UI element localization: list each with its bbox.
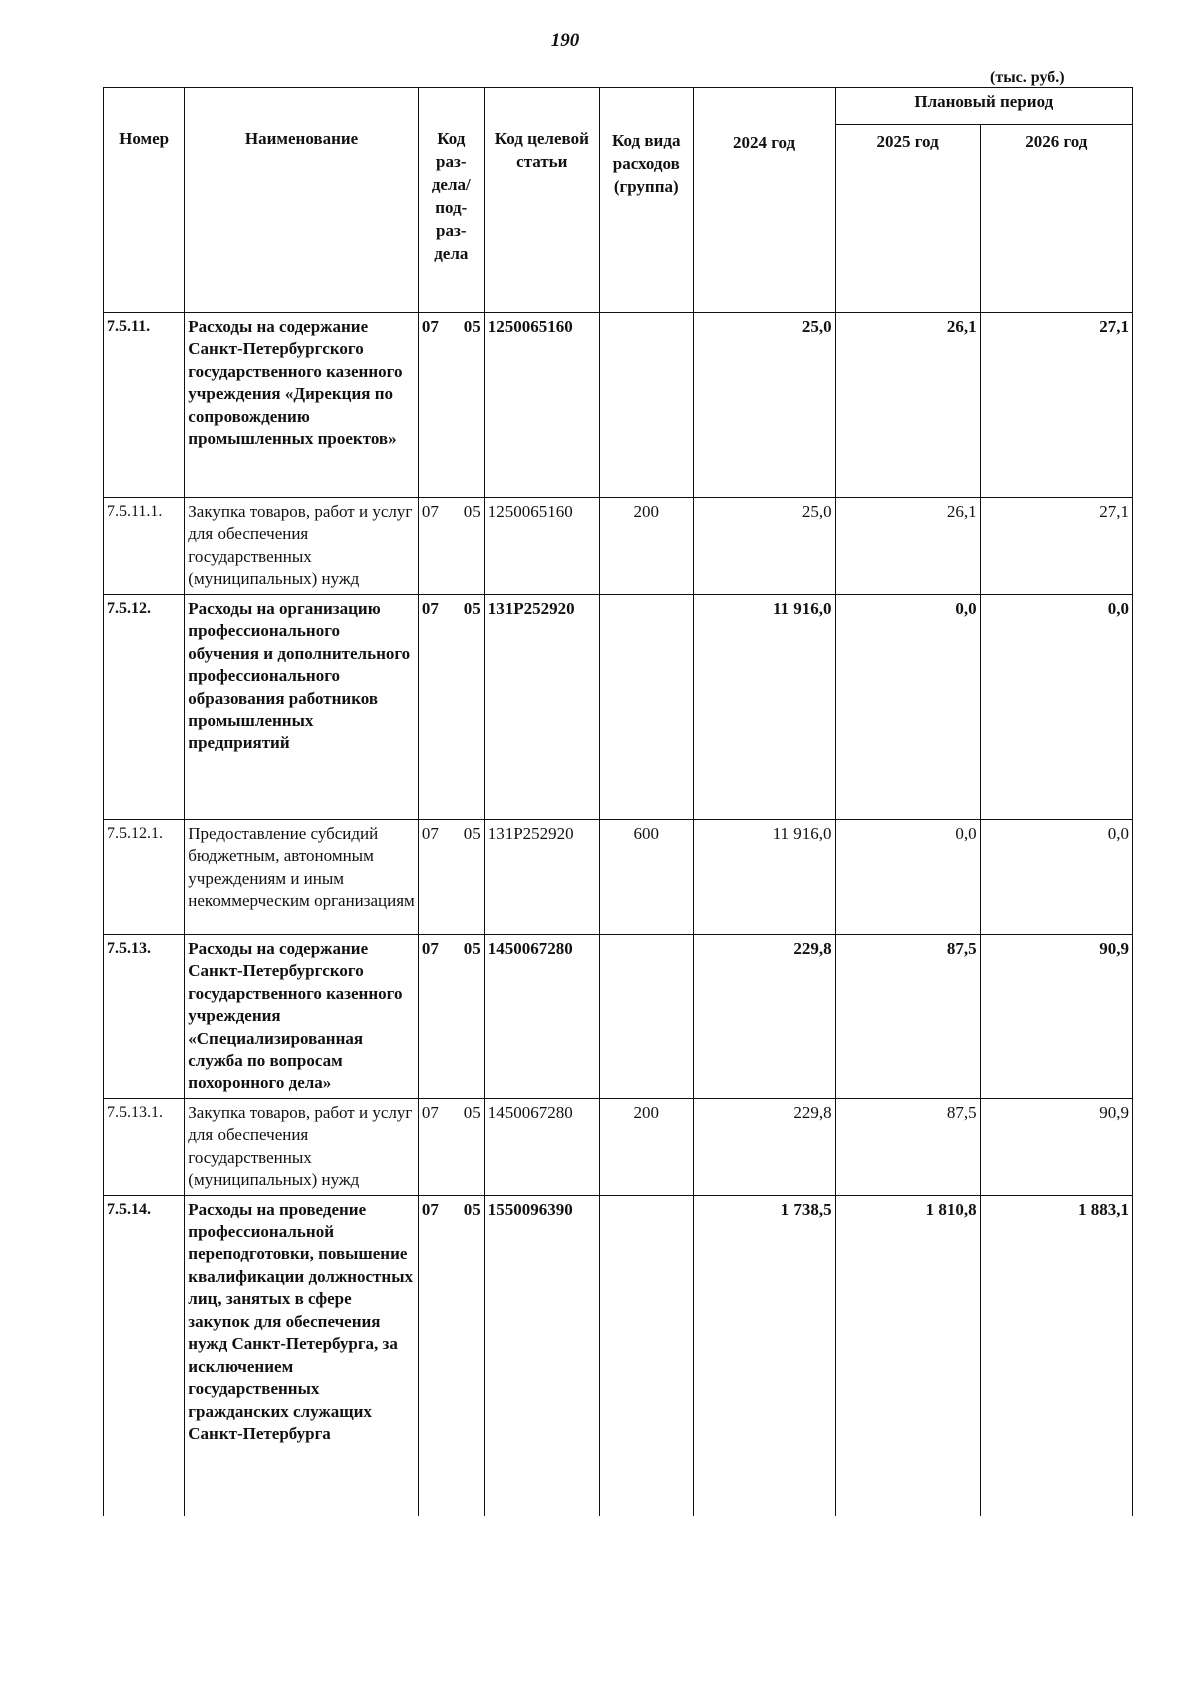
row-target-code: 1250065160 (484, 313, 599, 498)
row-amount-2024: 11 916,0 (693, 819, 835, 934)
row-amount-2024: 25,0 (693, 313, 835, 498)
header-section-code: Код раз-дела/под-раз-дела (418, 88, 484, 313)
row-section-code (418, 594, 484, 819)
row-name: Расходы на содержание Санкт-Петербургского государственного казенного учреждения «Специализированная служба по вопросам похоронного дела» (185, 934, 419, 1098)
row-amount-2024: 25,0 (693, 498, 835, 595)
row-number: 7.5.12. (104, 594, 185, 819)
section-code: 07 (421, 823, 439, 843)
row-amount-2025: 0,0 (835, 819, 980, 934)
row-amount-2026: 1 883,1 (980, 1195, 1132, 1516)
row-amount-2025: 26,1 (835, 313, 980, 498)
table-body (104, 313, 1133, 1516)
row-name: Расходы на проведение профессиональной переподготовки, повышение квалификации должностных лиц, занятых в сфере закупок для обеспечения нужд Санкт-Петербурга, за исключением государственных гражданских служащих Санкт-Петербурга (185, 1195, 419, 1516)
row-section-code (418, 819, 484, 934)
row-amount-2026: 90,9 (980, 934, 1132, 1098)
row-section-code (418, 498, 484, 595)
row-target-code: 1450067280 (484, 1098, 599, 1195)
row-expense-type (599, 313, 693, 498)
row-amount-2025: 26,1 (835, 498, 980, 595)
row-amount-2025: 87,5 (835, 934, 980, 1098)
row-amount-2024: 229,8 (693, 934, 835, 1098)
row-amount-2026: 0,0 (980, 594, 1132, 819)
budget-table (103, 87, 1133, 1516)
subsection-code: 05 (463, 317, 481, 336)
header-year-2025: 2025 год (835, 125, 980, 313)
subsection-code: 05 (463, 1199, 481, 1219)
row-expense-type: 600 (599, 819, 693, 934)
row-section-code (418, 1195, 484, 1516)
table-row (104, 313, 1133, 498)
section-code: 07 (421, 598, 439, 618)
table-row (104, 498, 1133, 595)
row-amount-2026: 90,9 (980, 1098, 1132, 1195)
row-number: 7.5.12.1. (104, 819, 185, 934)
table-row (104, 594, 1133, 819)
row-amount-2025: 87,5 (835, 1098, 980, 1195)
subsection-code: 05 (463, 938, 481, 958)
row-name: Предоставление субсидий бюджетным, автономным учреждениям и иным некоммерческим организациям (185, 819, 419, 934)
row-target-code: 1250065160 (484, 498, 599, 595)
header-expense-type-code: Код вида расходов (группа) (599, 88, 693, 313)
table-row (104, 819, 1133, 934)
row-amount-2026: 0,0 (980, 819, 1132, 934)
table-row (104, 1195, 1133, 1516)
row-name: Закупка товаров, работ и услуг для обеспечения государственных (муниципальных) нужд (185, 498, 419, 595)
row-amount-2024: 229,8 (693, 1098, 835, 1195)
section-code: 07 (421, 1199, 439, 1219)
table-row (104, 934, 1133, 1098)
row-target-code: 1550096390 (484, 1195, 599, 1516)
header-year-2026: 2026 год (980, 125, 1132, 313)
row-number: 7.5.11. (104, 313, 185, 498)
subsection-code: 05 (463, 502, 481, 521)
row-section-code (418, 1098, 484, 1195)
row-target-code: 131P252920 (484, 819, 599, 934)
row-amount-2024: 1 738,5 (693, 1195, 835, 1516)
section-code: 07 (421, 938, 439, 958)
section-code: 07 (421, 502, 439, 521)
row-amount-2026: 27,1 (980, 313, 1132, 498)
header-year-2024: 2024 год (693, 88, 835, 313)
row-expense-type: 200 (599, 1098, 693, 1195)
header-name: Наименование (185, 88, 419, 313)
row-name: Расходы на содержание Санкт-Петербургского государственного казенного учреждения «Дирекция по сопровождению промышленных проектов» (185, 313, 419, 498)
row-section-code (418, 934, 484, 1098)
section-code: 07 (421, 1102, 439, 1122)
subsection-code: 05 (463, 823, 481, 843)
row-number: 7.5.11.1. (104, 498, 185, 595)
row-target-code: 1450067280 (484, 934, 599, 1098)
row-amount-2024: 11 916,0 (693, 594, 835, 819)
table-row (104, 1098, 1133, 1195)
row-target-code: 131P252920 (484, 594, 599, 819)
row-expense-type (599, 594, 693, 819)
row-number: 7.5.13.1. (104, 1098, 185, 1195)
header-target-code: Код целевой статьи (484, 88, 599, 313)
row-expense-type (599, 934, 693, 1098)
row-number: 7.5.14. (104, 1195, 185, 1516)
header-planning-period: Плановый период (835, 88, 1132, 125)
subsection-code: 05 (463, 598, 481, 618)
subsection-code: 05 (463, 1102, 481, 1122)
row-amount-2025: 1 810,8 (835, 1195, 980, 1516)
header-number: Номер (104, 88, 185, 313)
row-expense-type (599, 1195, 693, 1516)
page-number: 190 (550, 30, 580, 51)
table-header (104, 88, 1133, 313)
row-name: Расходы на организацию профессионального обучения и дополнительного профессионального образования работников промышленных предприятий (185, 594, 419, 819)
row-name: Закупка товаров, работ и услуг для обеспечения государственных (муниципальных) нужд (185, 1098, 419, 1195)
section-code: 07 (421, 317, 439, 336)
row-amount-2026: 27,1 (980, 498, 1132, 595)
row-amount-2025: 0,0 (835, 594, 980, 819)
row-section-code (418, 313, 484, 498)
row-expense-type: 200 (599, 498, 693, 595)
row-number: 7.5.13. (104, 934, 185, 1098)
units-label: (тыс. руб.) (990, 69, 1065, 86)
